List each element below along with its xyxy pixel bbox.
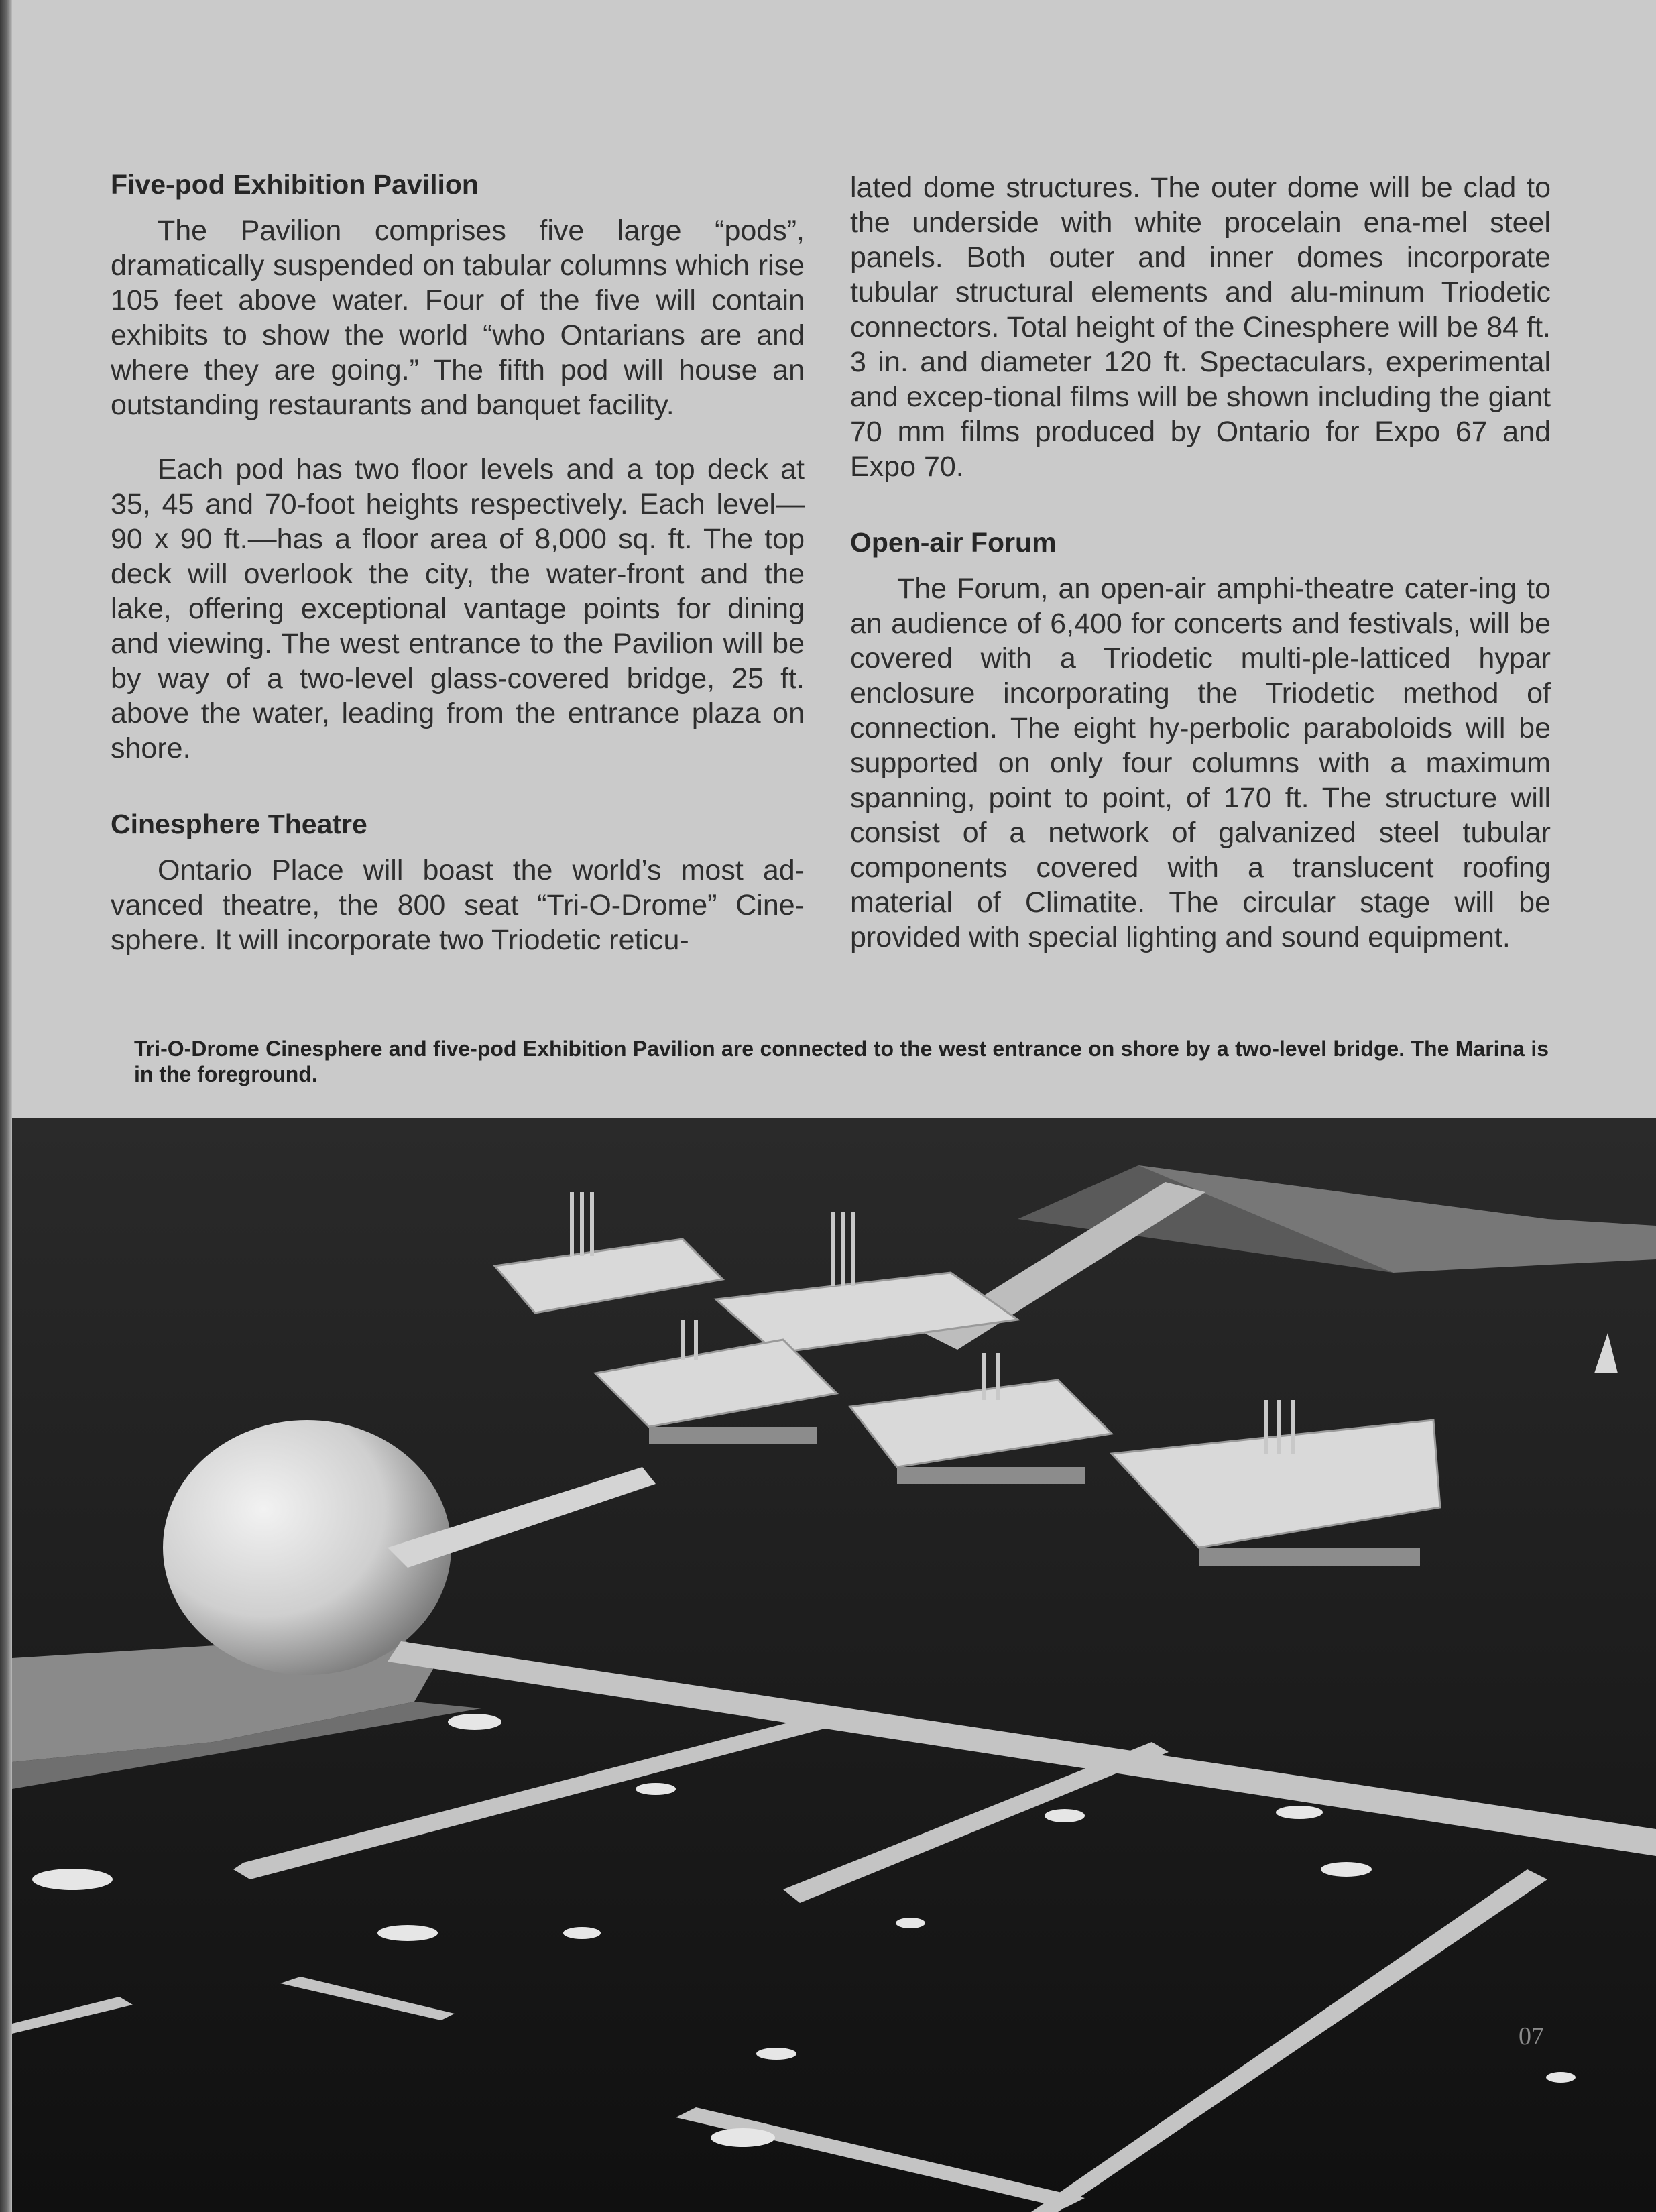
heading-cinesphere-theatre: Cinesphere Theatre [111, 809, 367, 839]
paragraph-forum: The Forum, an open-air amphi-theatre cater-ing to an audience of 6,400 for concerts and festivals, will be covered with a Triodetic multi-ple-latticed hypar enclosure incorporating the Triodetic method of connection. The eight hy-perbolic paraboloids will be supported on only four columns with a maximum spanning, point to point, of 170 ft. The structure will consist of a network of galvanized steel tubular components covered with a translucent roofing material of Climatite. The circular stage will be provided with special lighting and sound equipment. [850, 573, 1551, 953]
paragraph-pavilion-pods: The Pavilion comprises five large “pods”, dramatically suspended on tabular columns which rise 105 feet above water. Four of the five will contain exhibits to show the world “who Ontarians are and where they are going.” The fifth pod will house an outstanding restaurants and banquet facility. [111, 215, 805, 421]
model-photograph [12, 1118, 1656, 2212]
page-number: 07 [1519, 2022, 1544, 2050]
model-photograph-illustration [12, 1118, 1656, 2212]
paragraph-cinesphere-intro: Ontario Place will boast the world’s most ad-vanced theatre, the 800 seat “Tri-O-Drome” Cine-sphere. It will incorporate two Triodetic reticu- [111, 854, 805, 956]
heading-five-pod-pavilion: Five-pod Exhibition Pavilion [111, 169, 479, 200]
paragraph-dome-structures: lated dome structures. The outer dome will be clad to the underside with white procelain ena-mel steel panels. Both outer and inner domes incorporate tubular structural elements and alu-minum Triodetic connectors. Total height of the Cinesphere will be 84 ft. 3 in. and diameter 120 ft. Spectaculars, experimental and excep-tional films will be shown including the giant 70 mm films produced by Ontario for Expo 67 and Expo 70. [850, 172, 1551, 483]
right-text-column [850, 170, 1551, 955]
photo-caption: Tri-O-Drome Cinesphere and five-pod Exhibition Pavilion are connected to the west entrance on shore by a two-level bridge. The Marina is in the foreground. [134, 1037, 1549, 1086]
heading-open-air-forum: Open-air Forum [850, 527, 1057, 558]
paragraph-pod-levels: Each pod has two floor levels and a top deck at 35, 45 and 70-foot heights respectively. Each level—90 x 90 ft.—has a floor area of 8,000 sq. ft. The top deck will overlook the city, the water-front and the lake, offering exceptional vantage points for dining and viewing. The west entrance to the Pavilion will be by way of a two-level glass-covered bridge, 25 ft. above the water, leading from the entrance plaza on shore. [111, 453, 805, 764]
page-binding-edge [0, 0, 12, 2212]
left-text-column [111, 168, 805, 957]
